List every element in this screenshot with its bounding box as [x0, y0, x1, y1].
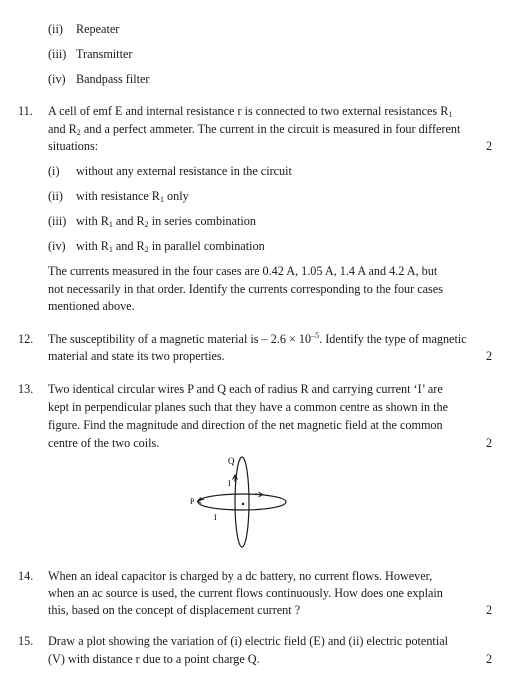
option-number: (iv) — [48, 72, 66, 86]
option-number: (iv) — [48, 239, 66, 253]
option-number: (ii) — [48, 189, 63, 203]
option-text: with $R_1$ and $R_2$ in series combination — [76, 214, 256, 229]
arrow-icon — [254, 492, 263, 497]
option-text: with resistance $R_1$ only — [76, 189, 189, 204]
question-12-line-1: The susceptibility of a magnetic material is – $2.6 \times 10^{-5}$. Identify the type of magnetic — [48, 331, 467, 346]
option-text: Bandpass filter — [76, 72, 150, 86]
option-number: (i) — [48, 164, 60, 178]
question-13-line: centre of the two coils. — [48, 436, 160, 450]
marks: 2 — [486, 349, 493, 363]
question-11-line-3: situations: — [48, 139, 99, 153]
question-number: 15. — [18, 634, 34, 648]
question-15-line: Draw a plot showing the variation of (i) electric field (E) and (ii) electric potential — [48, 634, 448, 648]
question-14-line: when an ac source is used, the current flows continuously. How does one explain — [48, 586, 443, 600]
marks: 2 — [486, 436, 493, 450]
marks: 2 — [486, 603, 493, 617]
marks: 2 — [486, 139, 493, 153]
question-13-line: Two identical circular wires P and Q each of radius R and carrying current ‘I’ are — [48, 382, 443, 396]
marks: 2 — [486, 652, 493, 666]
option-number: (ii) — [48, 22, 63, 36]
option-text: Repeater — [76, 22, 120, 36]
coil-q-label: Q — [228, 456, 235, 466]
question-13-line: figure. Find the magnitude and direction of the net magnetic field at the common — [48, 418, 443, 432]
option-text: with $R_1$ and $R_2$ in parallel combination — [76, 239, 265, 254]
option-number: (iii) — [48, 214, 67, 228]
option-text: Transmitter — [76, 47, 133, 61]
question-14-line: this, based on the concept of displacement current ? — [48, 603, 301, 617]
question-11-line-2: and $R_2$ and a perfect ammeter. The current in the circuit is measured in four different — [48, 122, 461, 137]
question-11-paragraph-line: not necessarily in that order. Identify the currents corresponding to the four cases — [48, 282, 443, 296]
option-number: (iii) — [48, 47, 67, 61]
question-11-paragraph-line: mentioned above. — [48, 299, 135, 313]
question-number: 13. — [18, 382, 34, 396]
question-12-line-2: material and state its two properties. — [48, 349, 225, 363]
option-text: without any external resistance in the circuit — [76, 164, 292, 178]
centre-point — [242, 503, 244, 505]
coils-figure — [184, 452, 304, 554]
question-11-paragraph-line: The currents measured in the four cases are 0.42 A, 1.05 A, 1.4 A and 4.2 A, but — [48, 264, 438, 278]
current-label: I — [214, 513, 217, 522]
question-number: 11. — [18, 104, 33, 118]
question-14-line: When an ideal capacitor is charged by a dc battery, no current flows. However, — [48, 569, 433, 583]
current-label: I — [228, 479, 231, 488]
coil-p — [198, 494, 286, 510]
question-15-line: (V) with distance r due to a point charge Q. — [48, 652, 260, 666]
question-number: 12. — [18, 332, 34, 346]
question-11-line-1: A cell of emf E and internal resistance r is connected to two external resistances $R_1$ — [48, 104, 453, 119]
coil-q — [235, 457, 249, 547]
coil-p-label: P — [190, 497, 195, 506]
question-number: 14. — [18, 569, 34, 583]
question-13-line: kept in perpendicular planes such that they have a common centre as shown in the — [48, 400, 449, 414]
